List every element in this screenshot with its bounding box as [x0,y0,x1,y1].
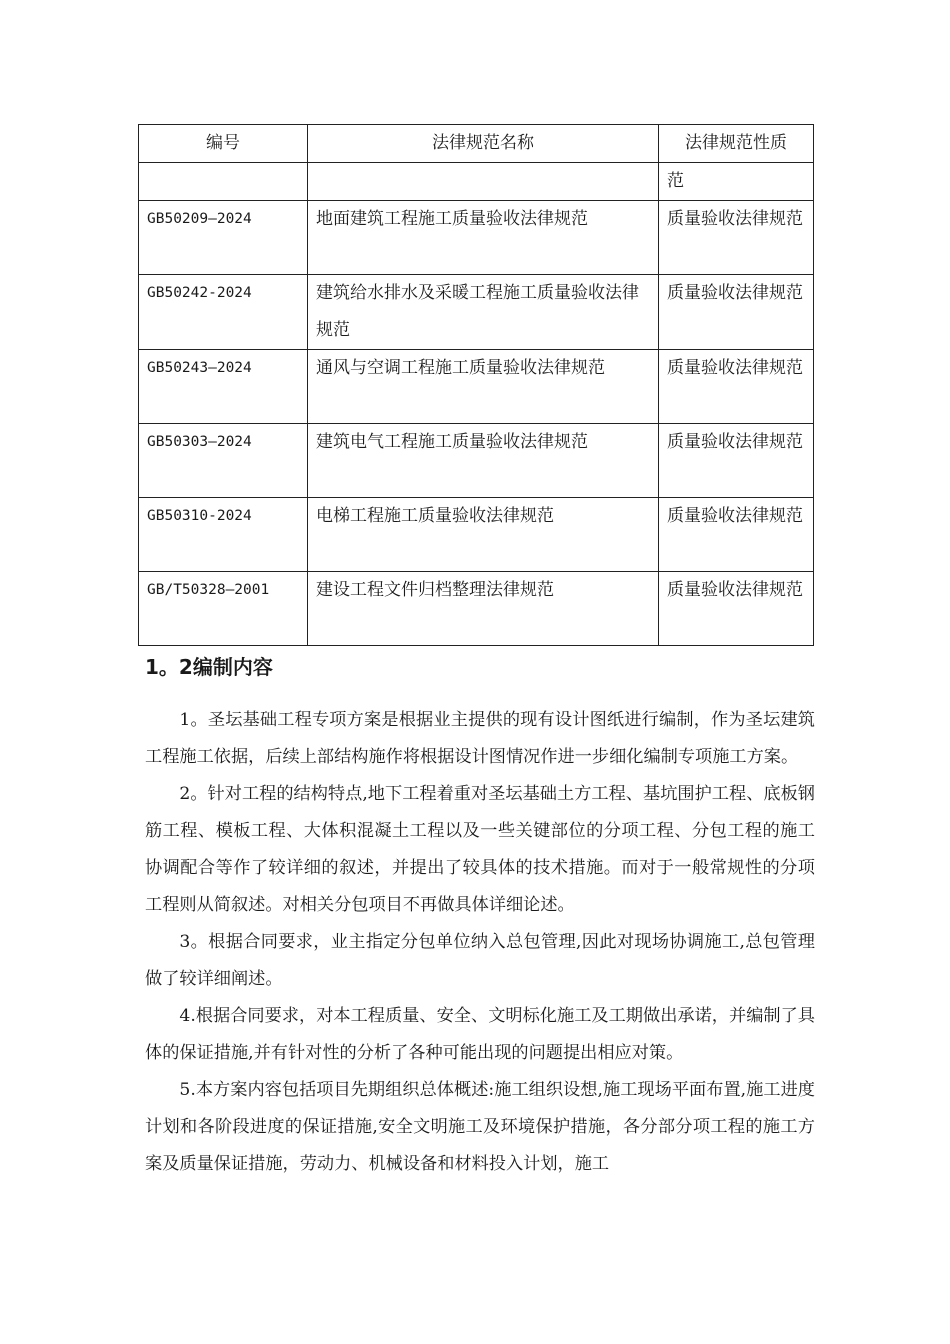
table-row [139,424,814,498]
cell-nature: 质量验收法律规范 [659,424,814,498]
cell-nature: 质量验收法律规范 [659,350,814,424]
cell-nature: 质量验收法律规范 [659,498,814,572]
section-heading: 1。2编制内容 [145,655,273,679]
table-row [139,275,814,350]
table-row [139,350,814,424]
cell-name: 地面建筑工程施工质量验收法律规范 [308,201,659,275]
cell-name: 建筑给水排水及采暖工程施工质量验收法律规范 [308,275,659,350]
norms-table [138,124,814,646]
cell-nature: 质量验收法律规范 [659,201,814,275]
paragraph: 4.根据合同要求，对本工程质量、安全、文明标化施工及工期做出承诺，并编制了具体的保证措施,并有针对性的分析了各种可能出现的问题提出相应对策。 [145,1006,815,1063]
table-row [139,498,814,572]
section-body [145,702,815,1183]
table-row [139,572,814,646]
cell-code: GB50242-2024 [139,275,308,350]
cell-code: GB50310-2024 [139,498,308,572]
cell-code: GB50243—2024 [139,350,308,424]
header-nature: 法律规范性质 [659,125,814,163]
paragraph: 5.本方案内容包括项目先期组织总体概述:施工组织设想,施工现场平面布置,施工进度计划和各阶段进度的保证措施,安全文明施工及环境保护措施，各分部分项工程的施工方案及质量保证措施，劳动力、机械设备和材料投入计划，施工 [145,1080,815,1174]
cell-nature: 范 [659,163,814,201]
cell-code: GB50209—2024 [139,201,308,275]
table-row [139,163,814,201]
header-name: 法律规范名称 [308,125,659,163]
cell-name: 通风与空调工程施工质量验收法律规范 [308,350,659,424]
cell-name: 建设工程文件归档整理法律规范 [308,572,659,646]
paragraph: 2。针对工程的结构特点,地下工程着重对圣坛基础土方工程、基坑围护工程、底板钢筋工程、模板工程、大体积混凝土工程以及一些关键部位的分项工程、分包工程的施工协调配合等作了较详细的叙述，并提出了较具体的技术措施。而对于一般常规性的分项工程则从简叙述。对相关分包项目不再做具体详细论述。 [145,784,815,915]
paragraph: 1。圣坛基础工程专项方案是根据业主提供的现有设计图纸进行编制，作为圣坛建筑工程施工依据，后续上部结构施作将根据设计图情况作进一步细化编制专项施工方案。 [145,710,815,767]
table-row [139,201,814,275]
cell-name: 电梯工程施工质量验收法律规范 [308,498,659,572]
cell-nature: 质量验收法律规范 [659,572,814,646]
cell-code: GB50303—2024 [139,424,308,498]
table-header-row [139,125,814,163]
header-code: 编号 [139,125,308,163]
cell-code [139,163,308,201]
cell-name: 建筑电气工程施工质量验收法律规范 [308,424,659,498]
cell-nature: 质量验收法律规范 [659,275,814,350]
paragraph: 3。根据合同要求，业主指定分包单位纳入总包管理,因此对现场协调施工,总包管理做了较详细阐述。 [145,932,815,989]
cell-name [308,163,659,201]
cell-code: GB/T50328—2001 [139,572,308,646]
